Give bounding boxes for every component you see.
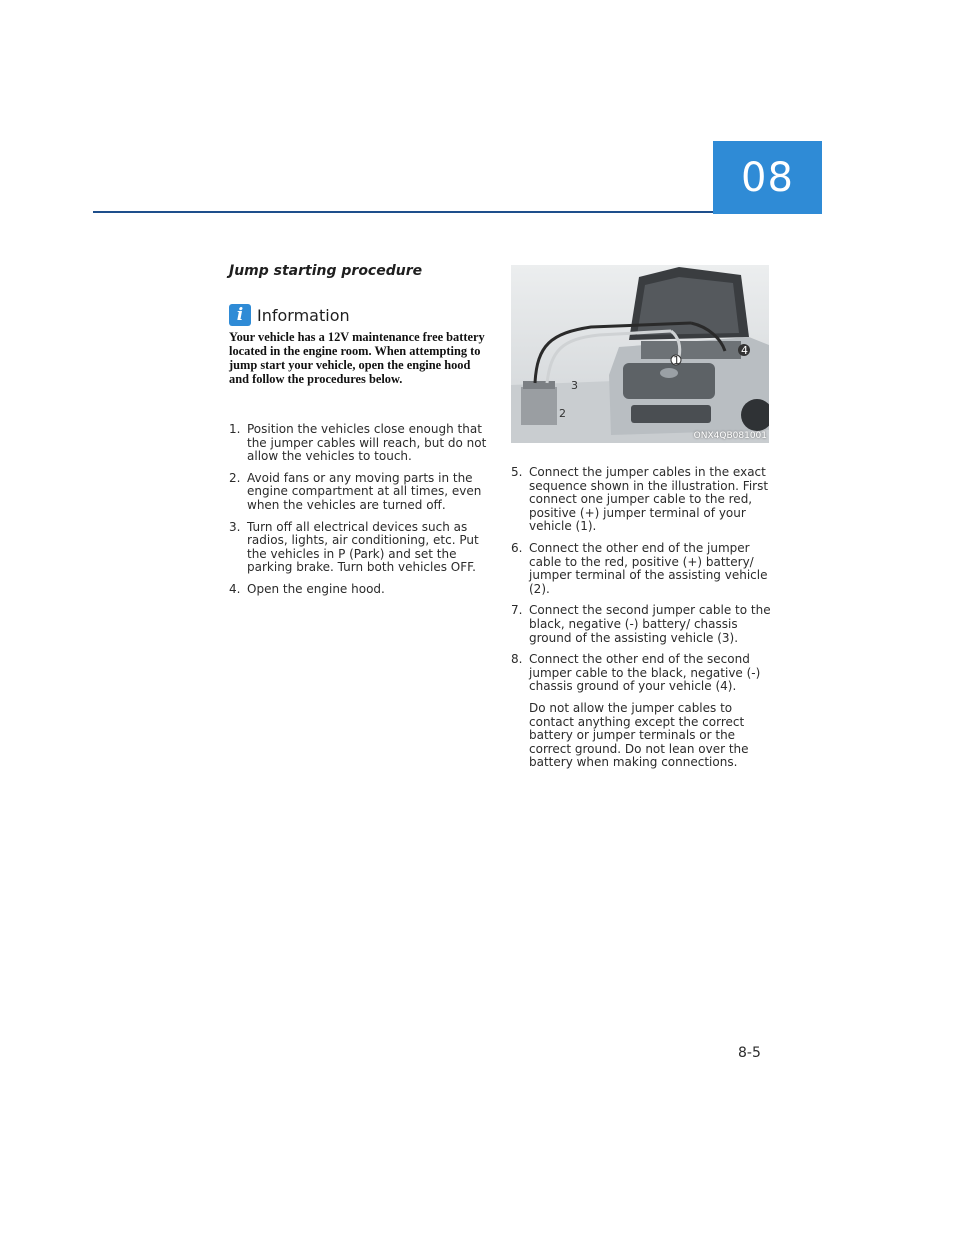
list-item xyxy=(511,466,771,534)
step-number: 1. xyxy=(229,422,241,436)
step-number: 5. xyxy=(511,465,523,479)
list-item xyxy=(511,653,771,770)
step-number: 6. xyxy=(511,540,523,555)
list-item xyxy=(511,542,771,596)
step-text: Connect the second jumper cable to the black, negative (-) battery/ chassis ground of the assisting vehicle (3). xyxy=(529,603,771,645)
step-note: Do not allow the jumper cables to contact anything except the correct battery or jumper terminals or the correct ground. Do not lean over the battery when making connections. xyxy=(529,700,749,770)
illustration-drawing xyxy=(511,265,769,443)
chapter-number: 08 xyxy=(741,154,794,201)
step-text: Connect the other end of the jumper cable to the red, positive (+) battery/ jumper terminal of the assisting vehicle (2). xyxy=(529,540,768,596)
info-icon: i xyxy=(229,304,251,326)
jump-start-illustration xyxy=(511,265,769,443)
step-text: Avoid fans or any moving parts in the engine compartment at all times, even when the vehicles are turned off. xyxy=(247,470,482,512)
header-rule xyxy=(93,211,715,213)
information-heading xyxy=(229,304,350,326)
information-body: Your vehicle has a 12V maintenance free battery located in the engine room. When attempting to jump start your vehicle, open the engine hood and follow the procedures below. xyxy=(229,330,485,386)
step-text: Position the vehicles close enough that the jumper cables will reach, but do not allow the vehicles to touch. xyxy=(247,422,487,464)
list-item xyxy=(229,583,491,597)
page-number: 8-5 xyxy=(738,1045,761,1061)
step-number: 3. xyxy=(229,519,241,534)
step-text: Connect the jumper cables in the exact sequence shown in the illustration. First connect one jumper cable to the red, positive (+) jumper terminal of your vehicle (1). xyxy=(529,465,769,534)
figure-code: ONX4QB081001 xyxy=(693,431,767,441)
callout-1: 1 xyxy=(673,354,680,367)
step-text: Open the engine hood. xyxy=(247,581,385,596)
step-number: 8. xyxy=(511,652,523,667)
callout-3: 3 xyxy=(571,379,578,392)
section-title: Jump starting procedure xyxy=(229,263,423,279)
list-item xyxy=(229,521,491,575)
step-text: Turn off all electrical devices such as radios, lights, air conditioning, etc. Put the vehicles in P (Park) and set the parking brake. Turn both vehicles OFF. xyxy=(247,519,479,575)
step-number: 7. xyxy=(511,603,523,618)
list-item xyxy=(511,604,771,645)
lower-grille xyxy=(631,405,711,423)
step-number: 2. xyxy=(229,470,241,485)
car-emblem xyxy=(660,368,678,378)
chapter-tab xyxy=(713,141,822,214)
assisting-battery xyxy=(521,387,557,425)
step-text: Connect the other end of the second jumper cable to the black, negative (-) chassis ground of your vehicle (4). xyxy=(529,652,761,694)
steps-list-right xyxy=(511,466,771,778)
callout-4: 4 xyxy=(741,344,748,357)
list-item xyxy=(229,423,491,464)
callout-2: 2 xyxy=(559,407,566,420)
steps-list-left xyxy=(229,423,491,605)
information-title: Information xyxy=(257,305,350,325)
list-item xyxy=(229,472,491,513)
battery-top xyxy=(523,381,555,389)
hood-underside xyxy=(637,277,739,335)
step-number: 4. xyxy=(229,581,241,596)
